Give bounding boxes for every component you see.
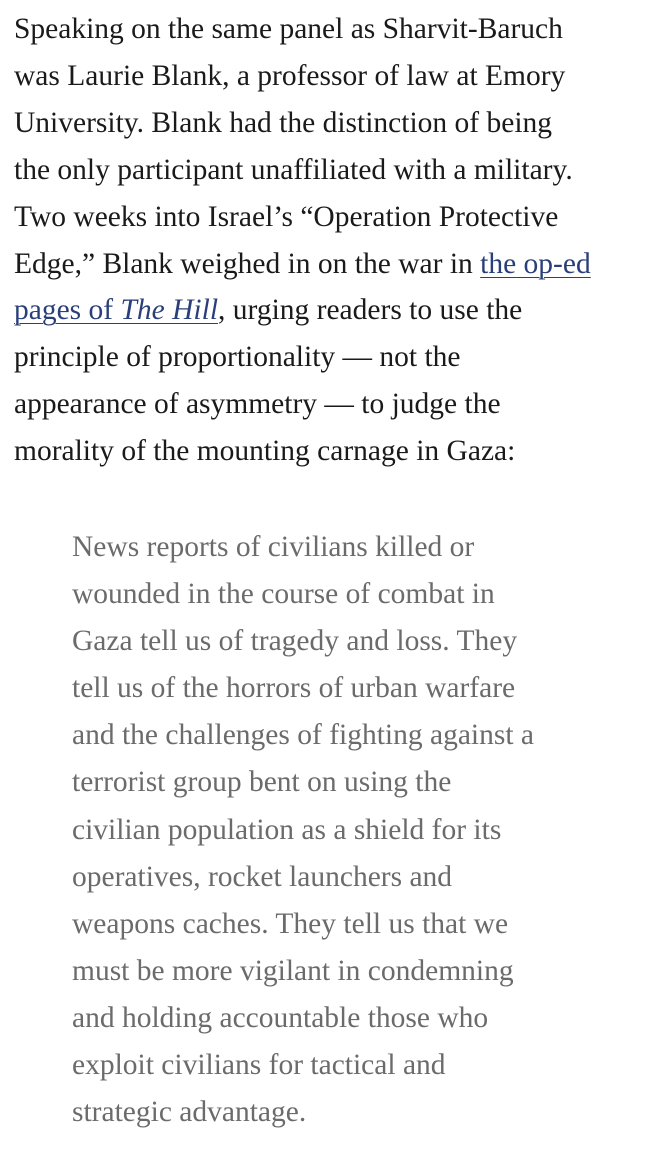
link-text: pages of — [14, 294, 121, 327]
body-paragraph — [14, 6, 667, 475]
quote-line: tell us of the horrors of urban warfare — [72, 672, 516, 705]
quote-line: and the challenges of fighting against a — [72, 719, 535, 752]
paragraph-line: Two weeks into Israel’s “Operation Protective — [14, 200, 559, 233]
paragraph-line: Speaking on the same panel as Sharvit-Baruch — [14, 13, 563, 45]
quote-line: wounded in the course of combat in — [72, 578, 495, 611]
quote-line: and holding accountable those who — [72, 1001, 489, 1034]
paragraph-line — [14, 287, 667, 334]
paragraph-line: morality of the mounting carnage in Gaza: — [14, 435, 516, 468]
quote-line: Gaza tell us of tragedy and loss. They — [72, 625, 518, 658]
paragraph-line: was Laurie Blank, a professor of law at Emory — [14, 59, 566, 92]
the-hill-op-ed-link-continued[interactable] — [14, 294, 218, 326]
paragraph-line: the only participant unaffiliated with a military. — [14, 153, 573, 186]
blockquote — [72, 524, 667, 1136]
paragraph-text: , urging readers to use the — [218, 294, 523, 327]
publication-name: The Hill — [120, 294, 219, 327]
paragraph-line: appearance of asymmetry — to judge the — [14, 388, 501, 421]
quote-line: civilian population as a shield for its — [72, 813, 502, 846]
article-body — [14, 6, 667, 475]
quote-line: News reports of civilians killed or — [72, 531, 475, 563]
paragraph-text: Edge,” Blank weighed in on the war in — [14, 247, 481, 280]
quote-line: operatives, rocket launchers and — [72, 860, 453, 893]
the-hill-op-ed-link[interactable]: the op-ed — [480, 247, 591, 280]
quote-line: weapons caches. They tell us that we — [72, 907, 509, 940]
paragraph-line — [14, 241, 667, 288]
quote-line: terrorist group bent on using the — [72, 766, 452, 799]
paragraph-line: principle of proportionality — not the — [14, 341, 461, 374]
paragraph-line: University. Blank had the distinction of being — [14, 106, 553, 139]
quote-line: exploit civilians for tactical and — [72, 1049, 446, 1082]
quote-line: strategic advantage. — [72, 1096, 307, 1129]
quote-line: must be more vigilant in condemning — [72, 954, 514, 987]
